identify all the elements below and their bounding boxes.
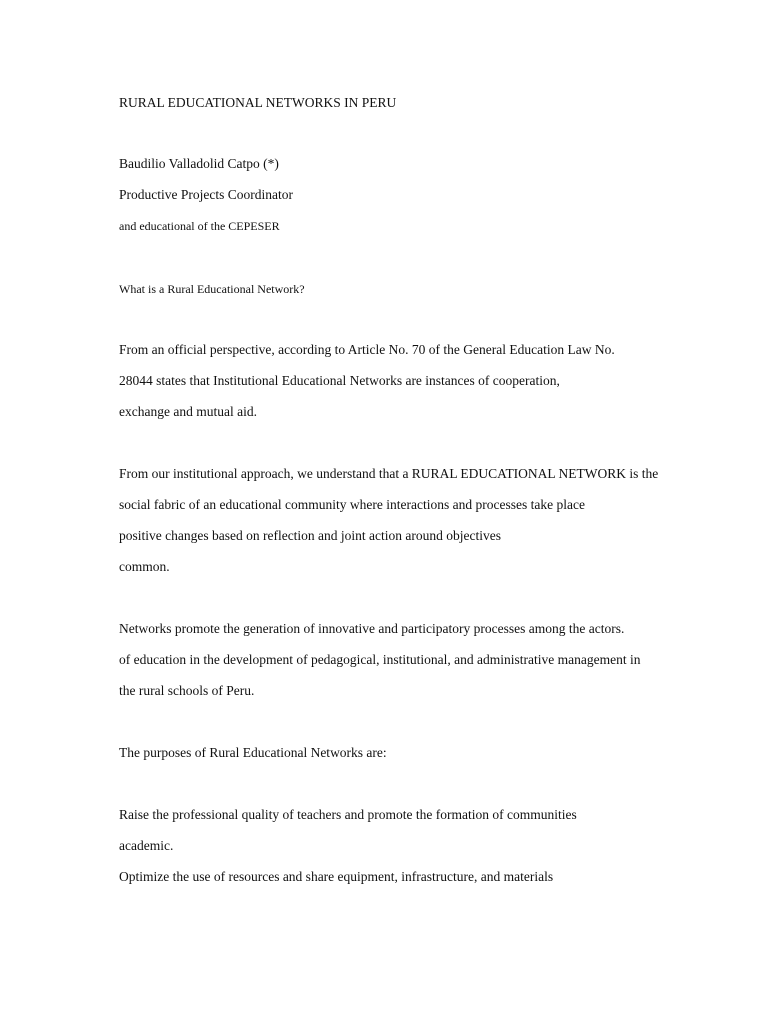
paragraph-1-line: exchange and mutual aid. [119,404,257,419]
paragraph-1-line: 28044 states that Institutional Educational Networks are instances of cooperation, [119,373,560,388]
paragraph-2-line: From our institutional approach, we understand that a RURAL EDUCATIONAL NETWORK is the [119,466,659,481]
purpose-line: Optimize the use of resources and share equipment, infrastructure, and materials [119,869,554,884]
section-question: What is a Rural Educational Network? [119,282,305,296]
paragraph-2-line: common. [119,559,170,574]
paragraph-2-line: positive changes based on reflection and joint action around objectives [119,528,502,543]
purposes-heading: The purposes of Rural Educational Networks are: [119,745,387,760]
paragraph-1-line: From an official perspective, according to Article No. 70 of the General Education Law No. [119,342,615,357]
author-role-line-1: Productive Projects Coordinator [119,187,293,202]
document-title: RURAL EDUCATIONAL NETWORKS IN PERU [119,95,397,110]
author-role-line-2: and educational of the CEPESER [119,219,280,233]
purpose-line: Raise the professional quality of teachers and promote the formation of communities [119,807,577,822]
paragraph-3-line: the rural schools of Peru. [119,683,255,698]
purpose-line: academic. [119,838,174,853]
paragraph-3-line: of education in the development of pedagogical, institutional, and administrative management in [119,652,641,667]
paragraph-3-line: Networks promote the generation of innovative and participatory processes among the actors. [119,621,625,636]
author-name: Baudilio Valladolid Catpo (*) [119,156,279,171]
paragraph-2-line: social fabric of an educational community where interactions and processes take place [119,497,585,512]
